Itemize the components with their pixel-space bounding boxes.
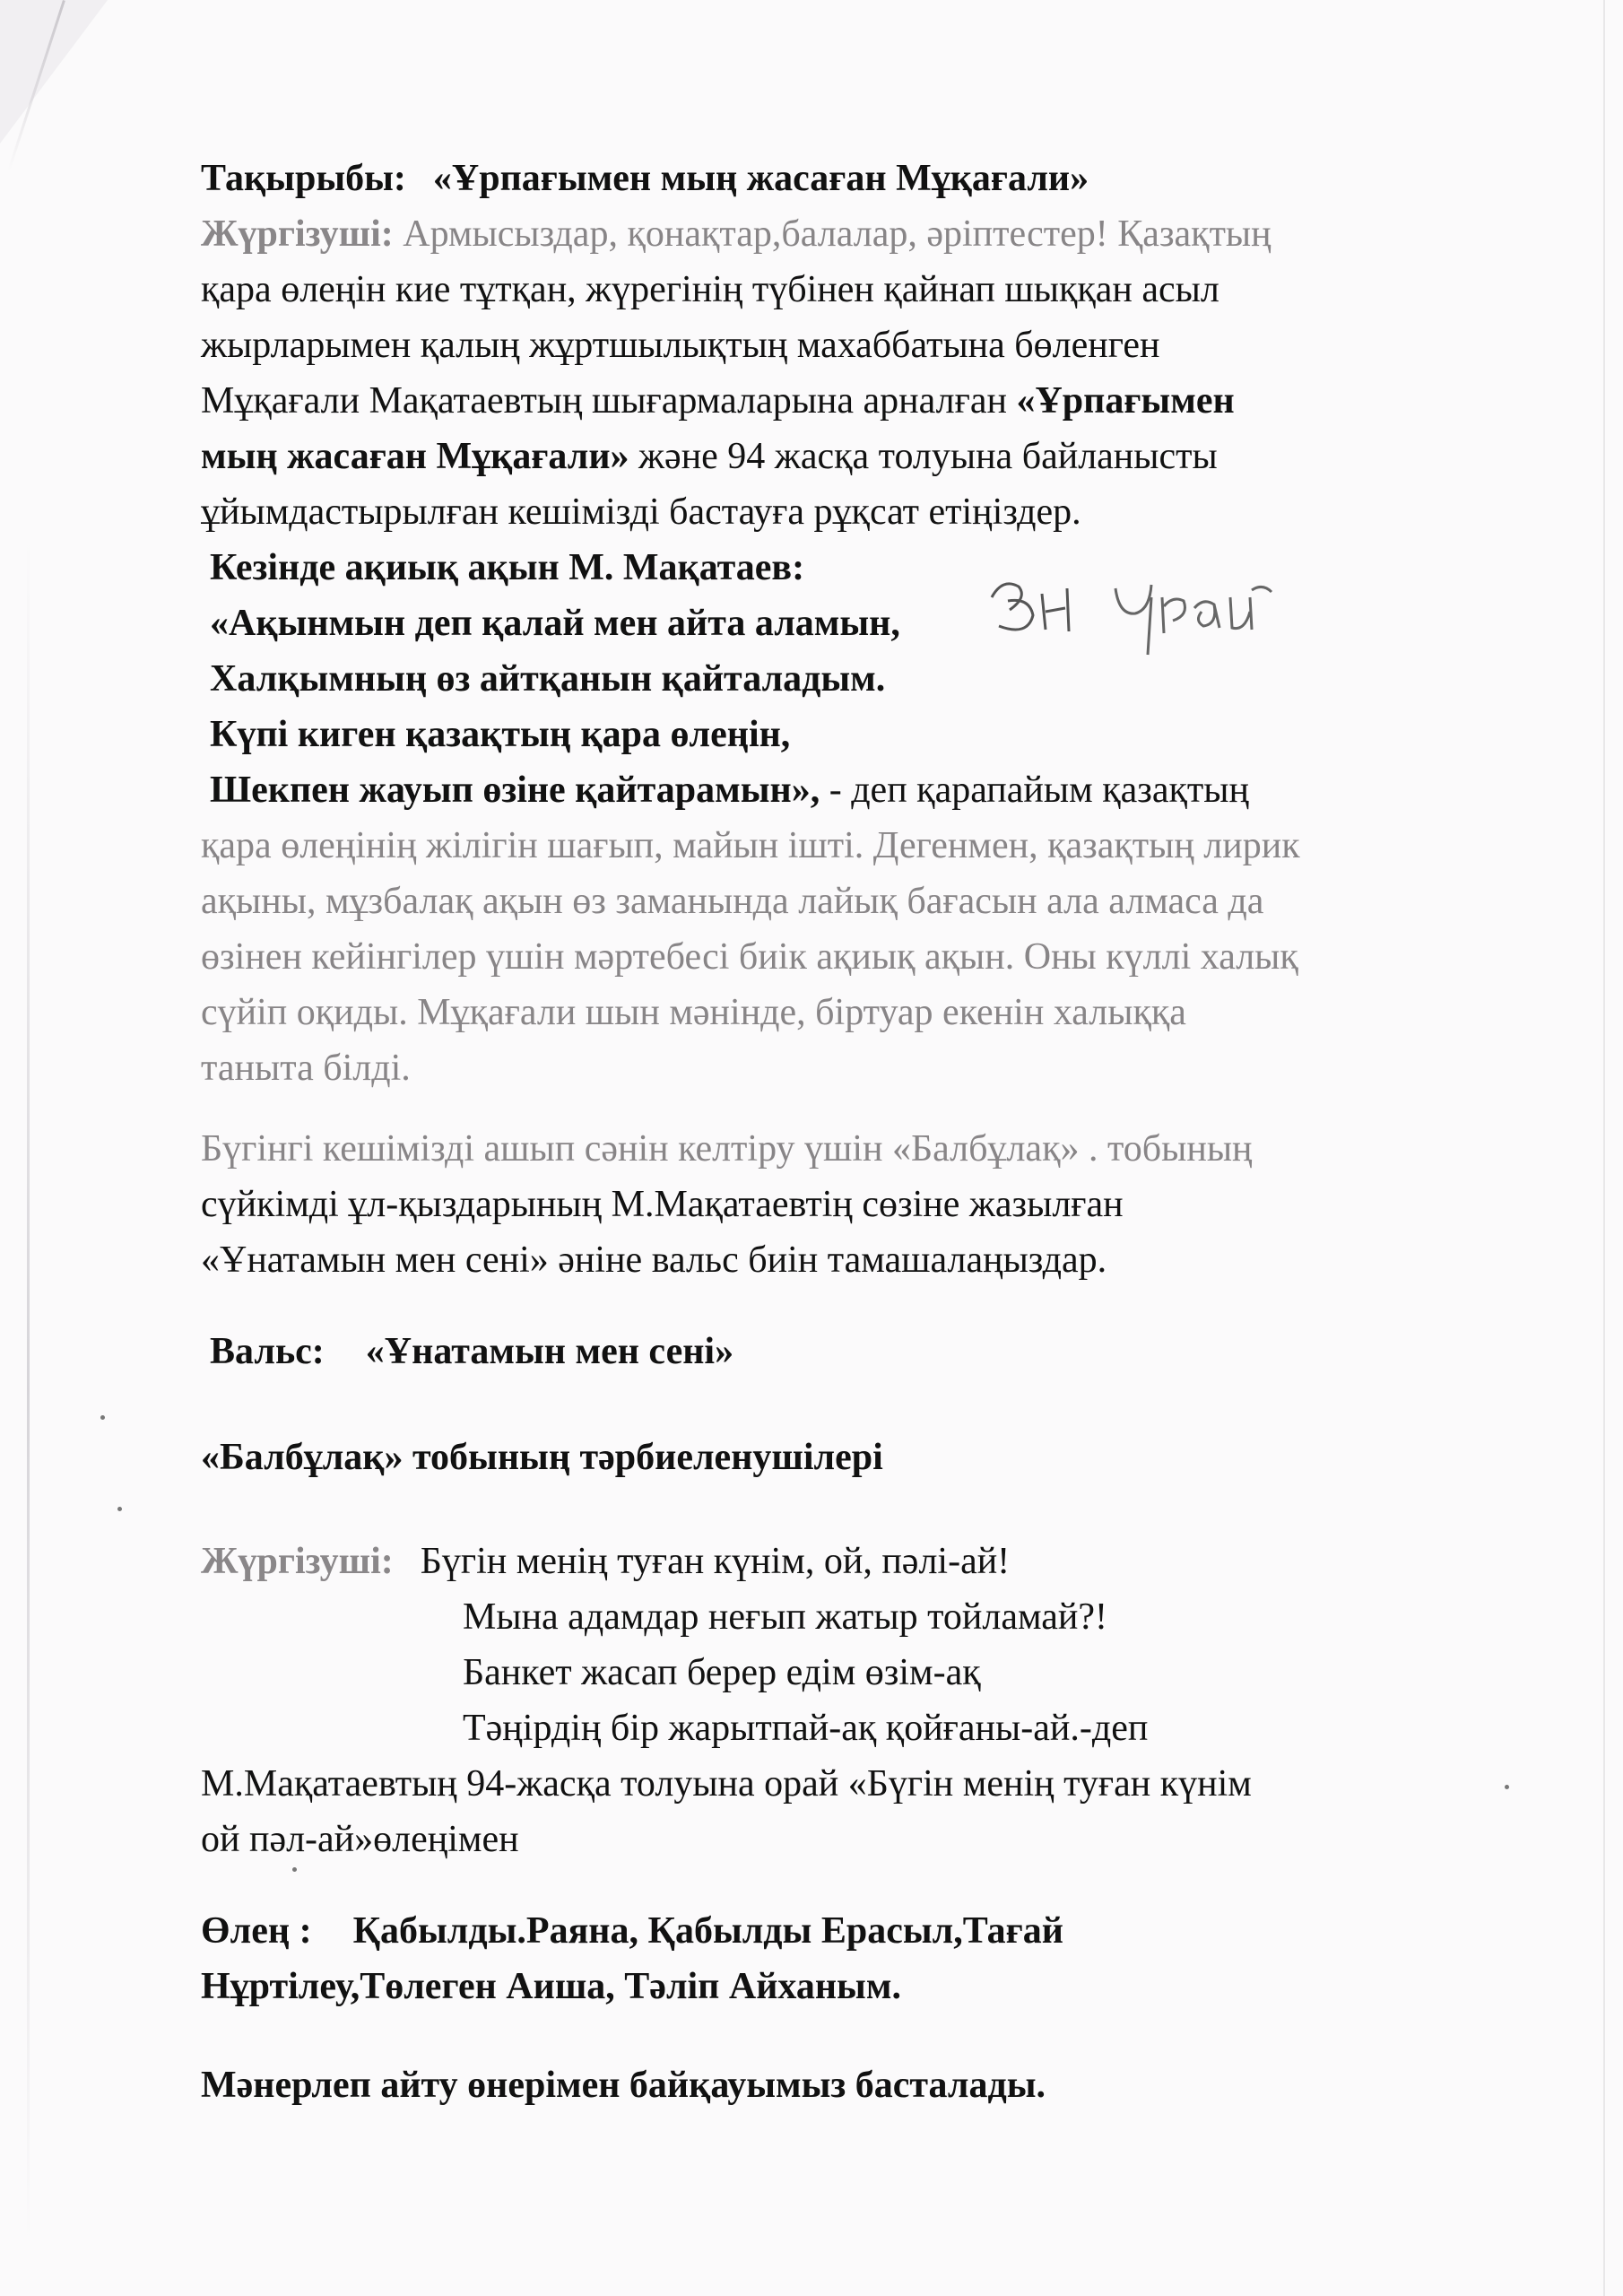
intro-text: қара өлеңін кие тұтқан, жүрегінің түбінен қайнап шыққан асыл	[201, 269, 1219, 310]
paragraph-line: Бүгінгі кешімізді ашып сәнін келтіру үшін «Балбұлақ» . тобының	[201, 1128, 1253, 1170]
quote-intro: Кезінде ақиық ақын М. Мақатаев:	[210, 547, 805, 588]
intro-text: және 94 жасқа толуына байланысты	[629, 436, 1218, 477]
performers-line	[201, 1903, 1492, 1959]
paragraph-line: өзінен кейінгілер үшін мәртебесі биік ақиық ақын. Оны күллі халық	[201, 936, 1298, 978]
group-line: «Балбұлақ» тобының тәрбиеленушілері	[201, 1437, 883, 1478]
document-body	[201, 151, 1492, 2113]
paragraph-line: «Ұнатамын мен сені» әніне вальс биін тамашалаңыздар.	[201, 1239, 1107, 1281]
poem-line	[201, 762, 1492, 818]
verse-line: Банкет жасап берер едім өзім-ақ	[463, 1652, 981, 1693]
intro-text: Мұқағали Мақатаевтың шығармаларына арналған	[201, 380, 1017, 422]
verse-text: Бүгін менің туған күнім, ой, пәлі-ай!	[420, 1541, 1011, 1582]
title-line	[201, 151, 1492, 206]
verse-line: Мына адамдар неғып жатыр тойламай?!	[463, 1596, 1108, 1638]
host-label: Жүргізуші:	[201, 213, 394, 255]
paragraph-line: ой пәл-ай»өлеңімен	[201, 1819, 519, 1860]
performers-line: Нұртілеу,Төлеген Аиша, Тәліп Айханым.	[201, 1966, 901, 2007]
page-right-edge	[1603, 0, 1605, 2296]
performers-text: Қабылды.Раяна, Қабылды Ерасыл,Тағай	[352, 1910, 1063, 1952]
paragraph-line: таныта білді.	[201, 1048, 411, 1089]
intro-line	[201, 317, 1492, 373]
paragraph-line: сүйкімді ұл-қыздарының М.Мақатаевтің сөзіне жазылған	[201, 1184, 1124, 1225]
scan-speck	[117, 1507, 122, 1511]
intro-line	[201, 206, 1492, 262]
intro-line	[201, 262, 1492, 317]
poem-line: Күпі киген қазақтың қара өлеңін,	[210, 714, 791, 755]
poem-last-line: Шекпен жауып өзіне қайтарамын»,	[210, 770, 820, 811]
event-title-part: «Ұрпағымен	[1016, 380, 1235, 422]
verse-line	[201, 1534, 1492, 1589]
closing-line: Мәнерлеп айту өнерімен байқауымыз басталады.	[201, 2065, 1046, 2106]
waltz-label: Вальс:	[210, 1331, 325, 1372]
event-title-part: мың жасаған Мұқағали»	[201, 436, 629, 477]
title-text: «Ұрпағымен мың жасаған Мұқағали»	[432, 158, 1089, 199]
paragraph-line: М.Мақатаевтың 94-жасқа толуына орай «Бүгін менің туған күнім	[201, 1763, 1252, 1805]
paragraph-line: қара өлеңінің жілігін шағып, майын ішті. Дегенмен, қазақтың лирик	[201, 825, 1300, 866]
intro-line	[201, 484, 1492, 540]
intro-line	[201, 373, 1492, 429]
intro-text: жырларымен қалың жұртшылықтың махаббатына бөленген	[201, 325, 1160, 366]
poem-tail: - деп қарапайым қазақтың	[820, 770, 1249, 811]
paragraph-line: сүйіп оқиды. Мұқағали шын мәнінде, біртуар екенін халыққа	[201, 992, 1186, 1033]
page-edge-shadow	[27, 538, 30, 2242]
host-label: Жүргізуші:	[201, 1541, 394, 1582]
scan-speck	[1505, 1785, 1509, 1789]
intro-line	[201, 429, 1492, 484]
scan-speck	[100, 1415, 105, 1420]
intro-text: Армысыздар, қонақтар,балалар, әріптестер! Қазақтың	[403, 213, 1271, 255]
paragraph-line: ақыны, мұзбалақ ақын өз заманында лайық бағасын ала алмаса да	[201, 881, 1264, 922]
waltz-title: «Ұнатамын мен сені»	[365, 1331, 734, 1372]
intro-text: ұйымдастырылған кешімізді бастауға рұқсат етіңіздер.	[201, 491, 1081, 533]
poem-line: Халқымның өз айтқанын қайталадым.	[210, 658, 886, 700]
waltz-line	[201, 1324, 1492, 1379]
title-label: Тақырыбы:	[201, 158, 406, 199]
song-label: Өлең :	[201, 1910, 312, 1952]
folded-corner	[0, 0, 108, 144]
poem-line: «Ақынмын деп қалай мен айта аламын,	[210, 603, 900, 644]
verse-line: Тәңірдің бір жарытпай-ақ қойғаны-ай.-деп	[463, 1708, 1149, 1749]
